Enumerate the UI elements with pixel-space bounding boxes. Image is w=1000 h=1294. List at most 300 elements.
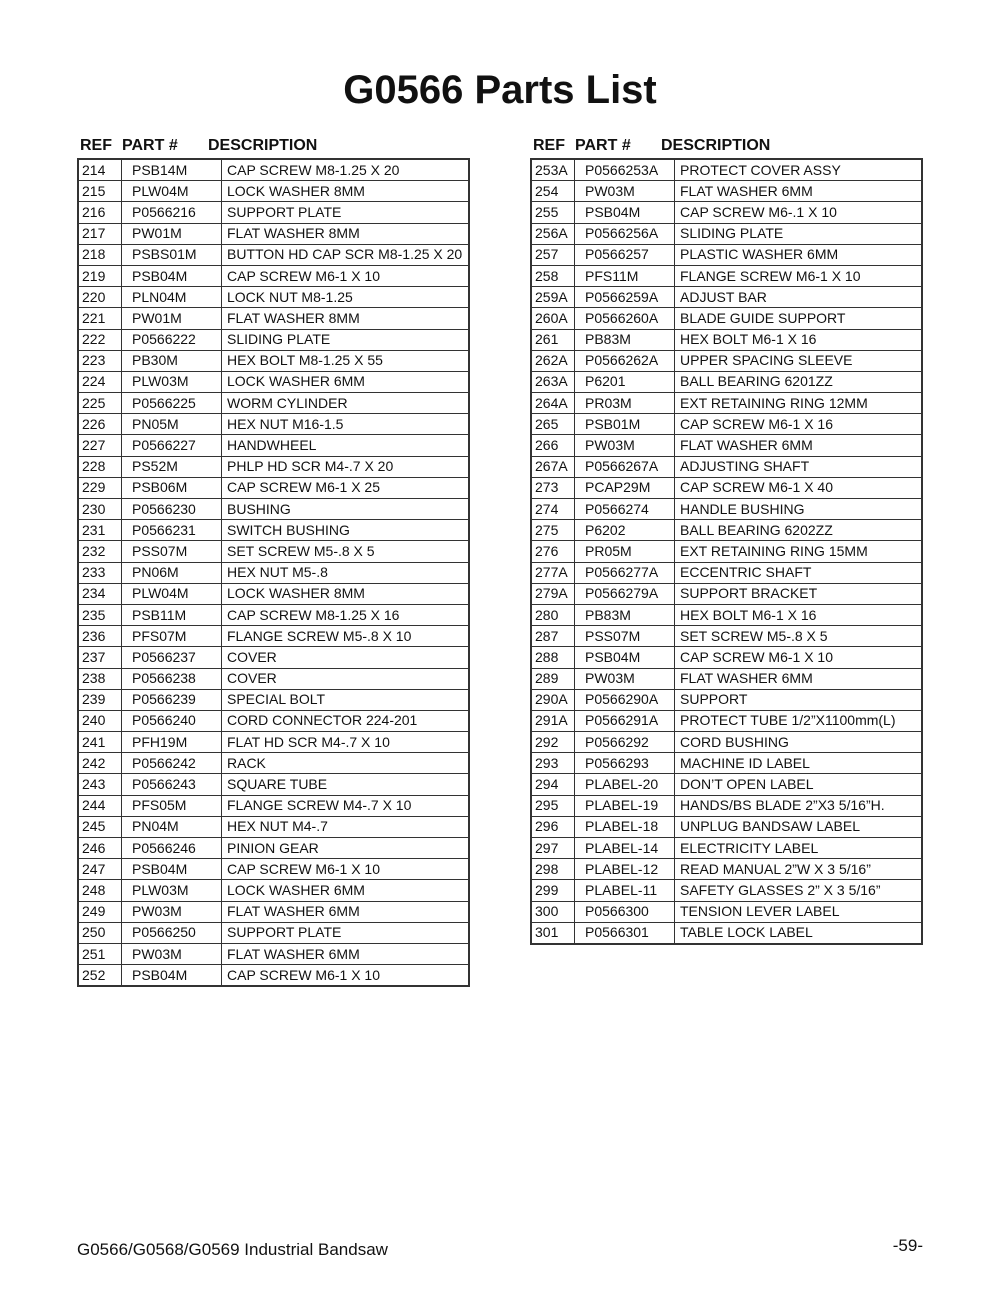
ref-cell: 242 [78, 753, 122, 774]
header-ref: REF [533, 137, 565, 154]
part-number-cell: PW03M [122, 901, 222, 922]
description-cell: CAP SCREW M6-1 X 10 [675, 647, 923, 668]
table-row [78, 350, 469, 371]
description-cell: READ MANUAL 2”W X 3 5/16” [675, 859, 923, 880]
description-cell: SUPPORT BRACKET [675, 583, 923, 604]
part-number-cell: P0566291A [575, 710, 675, 731]
ref-cell: 241 [78, 732, 122, 753]
part-number-cell: PSB04M [575, 202, 675, 223]
part-number-cell: PN05M [122, 414, 222, 435]
ref-cell: 248 [78, 880, 122, 901]
description-cell: CAP SCREW M6-.1 X 10 [675, 202, 923, 223]
table-row [531, 732, 922, 753]
description-cell: BALL BEARING 6202ZZ [675, 520, 923, 541]
part-number-cell: P0566239 [122, 689, 222, 710]
table-row [531, 541, 922, 562]
part-number-cell: PB83M [575, 604, 675, 625]
part-number-cell: PW03M [575, 668, 675, 689]
description-cell: PHLP HD SCR M4-.7 X 20 [222, 456, 470, 477]
ref-cell: 243 [78, 774, 122, 795]
ref-cell: 245 [78, 816, 122, 837]
description-cell: SAFETY GLASSES 2” X 3 5/16” [675, 880, 923, 901]
description-cell: PLASTIC WASHER 6MM [675, 244, 923, 265]
table-row [531, 329, 922, 350]
ref-cell: 217 [78, 223, 122, 244]
description-cell: CAP SCREW M6-1 X 40 [675, 477, 923, 498]
description-cell: FLANGE SCREW M5-.8 X 10 [222, 626, 470, 647]
table-row [78, 753, 469, 774]
ref-cell: 280 [531, 604, 575, 625]
ref-cell: 263A [531, 371, 575, 392]
description-cell: HANDS/BS BLADE 2”X3 5/16”H. [675, 795, 923, 816]
ref-cell: 287 [531, 626, 575, 647]
description-cell: EXT RETAINING RING 12MM [675, 393, 923, 414]
description-cell: SWITCH BUSHING [222, 520, 470, 541]
manual-title: G0566/G0568/G0569 Industrial Bandsaw [77, 1240, 388, 1259]
part-number-cell: P0566260A [575, 308, 675, 329]
ref-cell: 274 [531, 499, 575, 520]
table-row [531, 499, 922, 520]
ref-cell: 277A [531, 562, 575, 583]
ref-cell: 214 [78, 159, 122, 181]
table-row [78, 689, 469, 710]
table-row [531, 287, 922, 308]
table-row [78, 265, 469, 286]
part-number-cell: PLW04M [122, 181, 222, 202]
part-number-cell: PLABEL-11 [575, 880, 675, 901]
ref-cell: 273 [531, 477, 575, 498]
ref-cell: 227 [78, 435, 122, 456]
ref-cell: 279A [531, 583, 575, 604]
table-row [531, 626, 922, 647]
part-number-cell: PW03M [575, 435, 675, 456]
parts-column-left [77, 137, 470, 987]
part-number-cell: PW01M [122, 223, 222, 244]
page-title: G0566 Parts List [343, 68, 657, 112]
table-row [78, 329, 469, 350]
table-row [78, 414, 469, 435]
ref-cell: 246 [78, 838, 122, 859]
table-row [78, 499, 469, 520]
ref-cell: 275 [531, 520, 575, 541]
part-number-cell: P0566231 [122, 520, 222, 541]
description-cell: CORD BUSHING [675, 732, 923, 753]
part-number-cell: P0566292 [575, 732, 675, 753]
part-number-cell: P0566257 [575, 244, 675, 265]
ref-cell: 249 [78, 901, 122, 922]
description-cell: MACHINE ID LABEL [675, 753, 923, 774]
part-number-cell: PLABEL-20 [575, 774, 675, 795]
part-number-cell: PS52M [122, 456, 222, 477]
ref-cell: 220 [78, 287, 122, 308]
table-row [531, 223, 922, 244]
part-number-cell: P0566301 [575, 922, 675, 944]
ref-cell: 252 [78, 965, 122, 987]
table-row [78, 859, 469, 880]
table-row [78, 732, 469, 753]
ref-cell: 230 [78, 499, 122, 520]
description-cell: CORD CONNECTOR 224-201 [222, 710, 470, 731]
ref-cell: 216 [78, 202, 122, 223]
ref-cell: 229 [78, 477, 122, 498]
table-row [78, 477, 469, 498]
part-number-cell: P0566225 [122, 393, 222, 414]
table-row [531, 753, 922, 774]
ref-cell: 276 [531, 541, 575, 562]
ref-cell: 235 [78, 604, 122, 625]
part-number-cell: P0566277A [575, 562, 675, 583]
table-row [531, 202, 922, 223]
ref-cell: 254 [531, 181, 575, 202]
table-row [531, 901, 922, 922]
ref-cell: 259A [531, 287, 575, 308]
table-row [78, 965, 469, 987]
part-number-cell: PSS07M [122, 541, 222, 562]
description-cell: ELECTRICITY LABEL [675, 838, 923, 859]
table-row [531, 477, 922, 498]
table-row [78, 181, 469, 202]
table-row [78, 901, 469, 922]
part-number-cell: PB83M [575, 329, 675, 350]
description-cell: SET SCREW M5-.8 X 5 [675, 626, 923, 647]
description-cell: LOCK WASHER 6MM [222, 880, 470, 901]
part-number-cell: P0566262A [575, 350, 675, 371]
table-row [531, 456, 922, 477]
part-number-cell: PLW03M [122, 371, 222, 392]
table-row [78, 202, 469, 223]
ref-cell: 265 [531, 414, 575, 435]
table-row [78, 562, 469, 583]
table-row [531, 414, 922, 435]
column-header [530, 137, 923, 158]
description-cell: TABLE LOCK LABEL [675, 922, 923, 944]
part-number-cell: P0566230 [122, 499, 222, 520]
part-number-cell: PLABEL-12 [575, 859, 675, 880]
description-cell: FLAT WASHER 6MM [675, 181, 923, 202]
ref-cell: 301 [531, 922, 575, 944]
table-row [78, 647, 469, 668]
ref-cell: 299 [531, 880, 575, 901]
description-cell: SQUARE TUBE [222, 774, 470, 795]
description-cell: CAP SCREW M6-1 X 10 [222, 859, 470, 880]
table-row [531, 371, 922, 392]
description-cell: PROTECT TUBE 1/2”X1100mm(L) [675, 710, 923, 731]
ref-cell: 247 [78, 859, 122, 880]
description-cell: SUPPORT [675, 689, 923, 710]
description-cell: RACK [222, 753, 470, 774]
ref-cell: 289 [531, 668, 575, 689]
description-cell: HEX NUT M16-1.5 [222, 414, 470, 435]
part-number-cell: P0566300 [575, 901, 675, 922]
ref-cell: 228 [78, 456, 122, 477]
part-number-cell: PSS07M [575, 626, 675, 647]
description-cell: SUPPORT PLATE [222, 922, 470, 943]
part-number-cell: PLABEL-14 [575, 838, 675, 859]
header-part: PART # [575, 137, 631, 154]
ref-cell: 288 [531, 647, 575, 668]
part-number-cell: PN06M [122, 562, 222, 583]
description-cell: SLIDING PLATE [222, 329, 470, 350]
table-row [531, 859, 922, 880]
table-row [531, 795, 922, 816]
description-cell: UNPLUG BANDSAW LABEL [675, 816, 923, 837]
description-cell: HEX NUT M5-.8 [222, 562, 470, 583]
ref-cell: 296 [531, 816, 575, 837]
description-cell: PINION GEAR [222, 838, 470, 859]
table-row [531, 181, 922, 202]
table-row [78, 393, 469, 414]
ref-cell: 234 [78, 583, 122, 604]
description-cell: CAP SCREW M6-1 X 10 [222, 965, 470, 987]
part-number-cell: P0566240 [122, 710, 222, 731]
table-row [531, 350, 922, 371]
description-cell: SUPPORT PLATE [222, 202, 470, 223]
table-row [78, 943, 469, 964]
table-row [531, 816, 922, 837]
ref-cell: 295 [531, 795, 575, 816]
table-row [78, 244, 469, 265]
table-row [531, 583, 922, 604]
part-number-cell: P0566279A [575, 583, 675, 604]
column-header [77, 137, 470, 158]
part-number-cell: P0566243 [122, 774, 222, 795]
table-row [531, 604, 922, 625]
table-row [78, 435, 469, 456]
part-number-cell: PSB04M [122, 965, 222, 987]
table-row [78, 880, 469, 901]
table-row [78, 371, 469, 392]
ref-cell: 258 [531, 265, 575, 286]
table-row [531, 308, 922, 329]
ref-cell: 238 [78, 668, 122, 689]
description-cell: UPPER SPACING SLEEVE [675, 350, 923, 371]
ref-cell: 257 [531, 244, 575, 265]
description-cell: BUTTON HD CAP SCR M8-1.25 X 20 [222, 244, 470, 265]
description-cell: FLAT WASHER 6MM [675, 435, 923, 456]
description-cell: FLAT WASHER 8MM [222, 223, 470, 244]
ref-cell: 294 [531, 774, 575, 795]
description-cell: FLAT WASHER 8MM [222, 308, 470, 329]
ref-cell: 231 [78, 520, 122, 541]
table-row [78, 159, 469, 181]
ref-cell: 223 [78, 350, 122, 371]
table-row [78, 287, 469, 308]
part-number-cell: PSB04M [122, 265, 222, 286]
description-cell: CAP SCREW M6-1 X 25 [222, 477, 470, 498]
description-cell: FLAT HD SCR M4-.7 X 10 [222, 732, 470, 753]
ref-cell: 237 [78, 647, 122, 668]
ref-cell: 226 [78, 414, 122, 435]
description-cell: SLIDING PLATE [675, 223, 923, 244]
description-cell: ADJUST BAR [675, 287, 923, 308]
part-number-cell: P0566274 [575, 499, 675, 520]
parts-column-right [530, 137, 923, 945]
description-cell: BLADE GUIDE SUPPORT [675, 308, 923, 329]
part-number-cell: P0566238 [122, 668, 222, 689]
ref-cell: 300 [531, 901, 575, 922]
description-cell: CAP SCREW M6-1 X 16 [675, 414, 923, 435]
table-row [78, 710, 469, 731]
table-row [78, 626, 469, 647]
table-row [531, 668, 922, 689]
ref-cell: 232 [78, 541, 122, 562]
ref-cell: 264A [531, 393, 575, 414]
part-number-cell: PR03M [575, 393, 675, 414]
ref-cell: 250 [78, 922, 122, 943]
ref-cell: 219 [78, 265, 122, 286]
part-number-cell: PLW03M [122, 880, 222, 901]
ref-cell: 293 [531, 753, 575, 774]
ref-cell: 297 [531, 838, 575, 859]
description-cell: CAP SCREW M6-1 X 10 [222, 265, 470, 286]
description-cell: CAP SCREW M8-1.25 X 16 [222, 604, 470, 625]
part-number-cell: PLN04M [122, 287, 222, 308]
table-row [78, 922, 469, 943]
ref-cell: 261 [531, 329, 575, 350]
description-cell: HEX NUT M4-.7 [222, 816, 470, 837]
ref-cell: 233 [78, 562, 122, 583]
part-number-cell: PFS11M [575, 265, 675, 286]
part-number-cell: PLW04M [122, 583, 222, 604]
table-row [78, 838, 469, 859]
description-cell: COVER [222, 647, 470, 668]
part-number-cell: P0566227 [122, 435, 222, 456]
table-row [531, 265, 922, 286]
header-part: PART # [122, 137, 178, 154]
table-row [531, 774, 922, 795]
part-number-cell: P0566246 [122, 838, 222, 859]
table-row [78, 604, 469, 625]
part-number-cell: PSB11M [122, 604, 222, 625]
table-row [78, 668, 469, 689]
ref-cell: 266 [531, 435, 575, 456]
table-row [531, 710, 922, 731]
description-cell: DON’T OPEN LABEL [675, 774, 923, 795]
part-number-cell: P0566216 [122, 202, 222, 223]
ref-cell: 260A [531, 308, 575, 329]
part-number-cell: P0566250 [122, 922, 222, 943]
part-number-cell: P0566237 [122, 647, 222, 668]
description-cell: ECCENTRIC SHAFT [675, 562, 923, 583]
ref-cell: 225 [78, 393, 122, 414]
part-number-cell: P0566256A [575, 223, 675, 244]
table-row [531, 880, 922, 901]
ref-cell: 256A [531, 223, 575, 244]
description-cell: LOCK WASHER 8MM [222, 583, 470, 604]
part-number-cell: PN04M [122, 816, 222, 837]
table-row [78, 223, 469, 244]
ref-cell: 290A [531, 689, 575, 710]
parts-table-left [77, 158, 470, 987]
part-number-cell: P0566222 [122, 329, 222, 350]
part-number-cell: PSB14M [122, 159, 222, 181]
ref-cell: 218 [78, 244, 122, 265]
table-row [531, 922, 922, 944]
table-row [531, 244, 922, 265]
table-row [78, 456, 469, 477]
ref-cell: 298 [531, 859, 575, 880]
table-row [78, 774, 469, 795]
table-row [78, 583, 469, 604]
description-cell: HANDWHEEL [222, 435, 470, 456]
part-number-cell: PLABEL-18 [575, 816, 675, 837]
ref-cell: 292 [531, 732, 575, 753]
ref-cell: 291A [531, 710, 575, 731]
parts-table-right [530, 158, 923, 945]
part-number-cell: PSBS01M [122, 244, 222, 265]
part-number-cell: PSB06M [122, 477, 222, 498]
ref-cell: 239 [78, 689, 122, 710]
table-row [78, 308, 469, 329]
description-cell: BALL BEARING 6201ZZ [675, 371, 923, 392]
table-row [78, 816, 469, 837]
part-number-cell: P0566290A [575, 689, 675, 710]
part-number-cell: PW03M [122, 943, 222, 964]
table-row [531, 647, 922, 668]
part-number-cell: P0566259A [575, 287, 675, 308]
description-cell: WORM CYLINDER [222, 393, 470, 414]
ref-cell: 224 [78, 371, 122, 392]
part-number-cell: PLABEL-19 [575, 795, 675, 816]
ref-cell: 222 [78, 329, 122, 350]
part-number-cell: PSB04M [575, 647, 675, 668]
description-cell: LOCK NUT M8-1.25 [222, 287, 470, 308]
ref-cell: 253A [531, 159, 575, 181]
table-row [531, 689, 922, 710]
part-number-cell: P6202 [575, 520, 675, 541]
part-number-cell: P0566293 [575, 753, 675, 774]
description-cell: LOCK WASHER 6MM [222, 371, 470, 392]
table-row [78, 520, 469, 541]
part-number-cell: PW03M [575, 181, 675, 202]
description-cell: FLAT WASHER 6MM [222, 943, 470, 964]
header-description: DESCRIPTION [661, 137, 771, 154]
part-number-cell: PCAP29M [575, 477, 675, 498]
description-cell: FLAT WASHER 6MM [675, 668, 923, 689]
header-description: DESCRIPTION [208, 137, 318, 154]
ref-cell: 244 [78, 795, 122, 816]
description-cell: HEX BOLT M6-1 X 16 [675, 604, 923, 625]
description-cell: EXT RETAINING RING 15MM [675, 541, 923, 562]
part-number-cell: P0566253A [575, 159, 675, 181]
part-number-cell: PW01M [122, 308, 222, 329]
table-row [531, 393, 922, 414]
ref-cell: 262A [531, 350, 575, 371]
part-number-cell: P6201 [575, 371, 675, 392]
table-row [78, 541, 469, 562]
ref-cell: 240 [78, 710, 122, 731]
description-cell: ADJUSTING SHAFT [675, 456, 923, 477]
part-number-cell: P0566242 [122, 753, 222, 774]
part-number-cell: PB30M [122, 350, 222, 371]
description-cell: FLANGE SCREW M4-.7 X 10 [222, 795, 470, 816]
description-cell: HEX BOLT M8-1.25 X 55 [222, 350, 470, 371]
part-number-cell: P0566267A [575, 456, 675, 477]
table-row [531, 838, 922, 859]
description-cell: HEX BOLT M6-1 X 16 [675, 329, 923, 350]
description-cell: BUSHING [222, 499, 470, 520]
part-number-cell: PFS07M [122, 626, 222, 647]
part-number-cell: PSB01M [575, 414, 675, 435]
table-row [531, 520, 922, 541]
description-cell: COVER [222, 668, 470, 689]
table-row [531, 562, 922, 583]
ref-cell: 267A [531, 456, 575, 477]
header-ref: REF [80, 137, 112, 154]
table-row [531, 435, 922, 456]
part-number-cell: PSB04M [122, 859, 222, 880]
description-cell: CAP SCREW M8-1.25 X 20 [222, 159, 470, 181]
